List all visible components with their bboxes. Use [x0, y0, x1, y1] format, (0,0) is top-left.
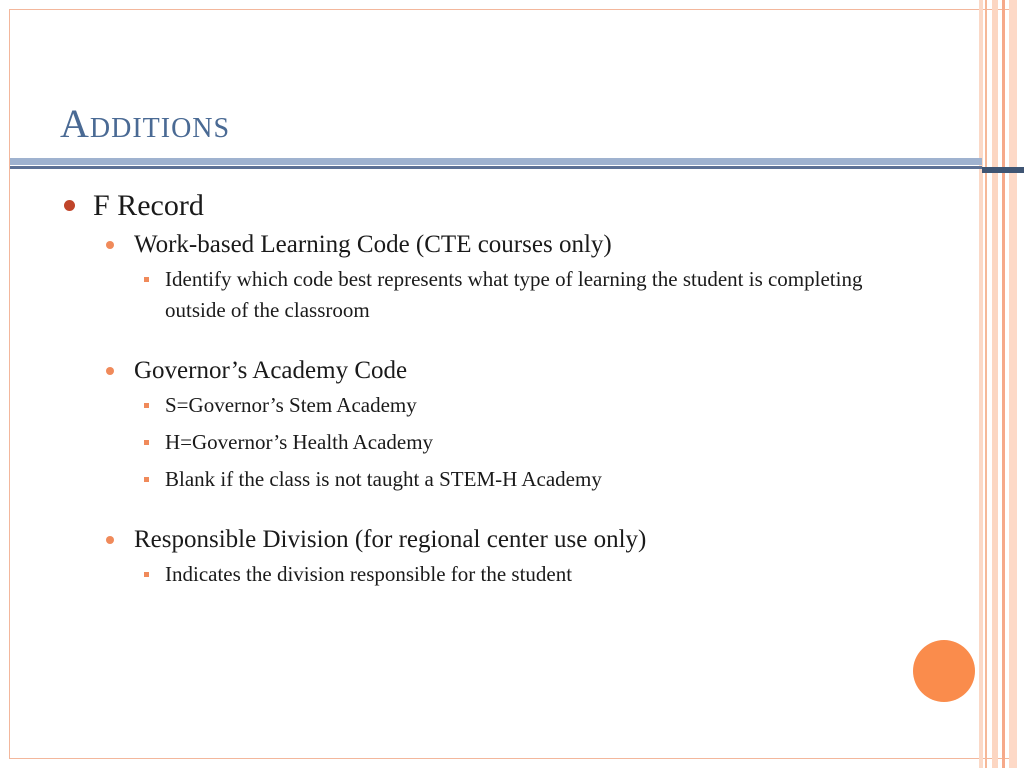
bullet-text: S=Governor’s Stem Academy: [165, 393, 417, 417]
bullet-text: Work-based Learning Code (CTE courses only): [134, 231, 612, 258]
decorative-stripes: [979, 0, 1024, 768]
bullet-level-2: [60, 354, 920, 388]
bullet-dot-icon: [106, 536, 114, 544]
stripe: [985, 0, 987, 768]
bullet-square-icon: [144, 572, 149, 577]
bullet-dot-icon: [106, 367, 114, 375]
bullet-dot-icon: [64, 200, 75, 211]
bullet-dot-icon: [106, 241, 114, 249]
bullet-square-icon: [144, 440, 149, 445]
bullet-level-3: [60, 390, 920, 421]
slide-title: Additions: [60, 101, 231, 146]
bullet-level-1: [60, 186, 920, 226]
title-rule-accent: [982, 167, 1024, 173]
stripe: [1009, 0, 1017, 768]
bullet-text: Governor’s Academy Code: [134, 357, 408, 384]
bullet-square-icon: [144, 403, 149, 408]
bullet-level-3: [60, 427, 920, 458]
bullet-text: Indicates the division responsible for the student: [165, 562, 573, 586]
decorative-circle: [913, 640, 975, 702]
title-rule-shadow: [10, 166, 982, 169]
bullet-level-3: [60, 559, 920, 590]
bullet-text: F Record: [93, 189, 204, 222]
stripe: [1002, 0, 1005, 768]
title-rule: [10, 158, 982, 165]
stripe: [979, 0, 983, 768]
slide-body: [60, 186, 920, 590]
bullet-square-icon: [144, 277, 149, 282]
bullet-level-3: [60, 264, 920, 326]
bullet-text: Responsible Division (for regional center use only): [134, 526, 647, 553]
bullet-level-2: [60, 228, 920, 262]
bullet-text: H=Governor’s Health Academy: [165, 430, 434, 454]
bullet-level-3: [60, 464, 920, 495]
bullet-level-2: [60, 523, 920, 557]
bullet-text: Identify which code best represents what type of learning the student is completing outside of the classroom: [165, 267, 863, 322]
bullet-square-icon: [144, 477, 149, 482]
bullet-text: Blank if the class is not taught a STEM-H Academy: [165, 467, 602, 491]
stripe: [992, 0, 998, 768]
